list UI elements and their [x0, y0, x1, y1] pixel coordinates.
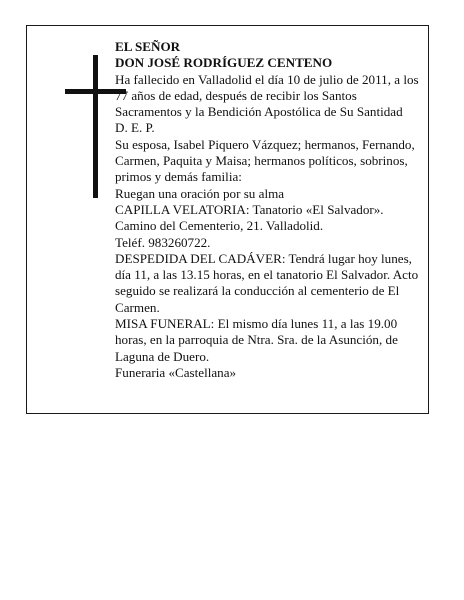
death-announcement: Ha fallecido en Valladolid el día 10 de julio de 2011, a los 77 años de edad, después de recibir los Santos Sacramentos y la Bendición Apostólica de Su Santidad — [115, 71, 419, 120]
phone-number: Teléf. 983260722. — [115, 234, 211, 250]
misa-funeral: MISA FUNERAL: El mismo día lunes 11, a las 19.00 horas, en la parroquia de Ntra. Sra. de la Asunción, de Laguna de Duero. — [115, 316, 398, 364]
despedida-del-cadaver: DESPEDIDA DEL CADÁVER: Tendrá lugar hoy lunes, día 11, a las 13.15 horas, en el tanatorio El Salvador. Acto seguido se realizará la conducción al cementerio de El Carmen. — [115, 250, 419, 315]
dep-line: D. E. P. — [115, 120, 155, 136]
notice-title: EL SEÑOR — [115, 39, 181, 54]
obituary-notice — [26, 25, 429, 414]
cross-vertical-bar — [93, 55, 98, 198]
obituary-text — [115, 39, 423, 381]
capilla-velatoria: CAPILLA VELATORIA: Tanatorio «El Salvador». Camino del Cementerio, 21. Valladolid. — [115, 201, 384, 234]
funeral-home: Funeraria «Castellana» — [115, 364, 237, 380]
family-paragraph: Su esposa, Isabel Piquero Vázquez; hermanos, Fernando, Carmen, Paquita y Maisa; hermanos políticos, sobrinos, primos y demás familia: — [115, 136, 415, 185]
deceased-name: DON JOSÉ RODRÍGUEZ CENTENO — [115, 55, 333, 71]
prayer-request: Ruegan una oración por su alma — [115, 185, 285, 201]
